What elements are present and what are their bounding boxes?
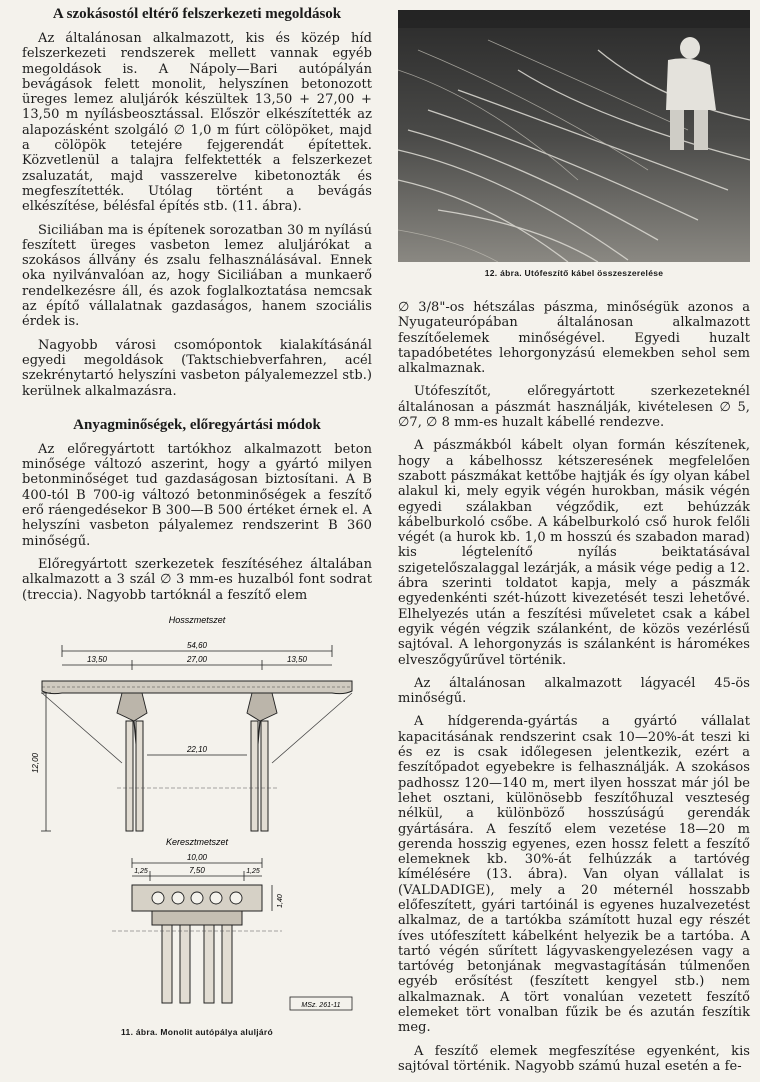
dim-left-span: 13,50 (86, 654, 108, 664)
figure-11-drawing (22, 613, 372, 1023)
section-heading-material-quality: Anyagminőségek, előregyártási módok (73, 416, 321, 433)
figure-12-photo (398, 10, 750, 262)
section-heading-alternative-solutions: A szokásostól eltérő felszerkezeti megoldások (52, 6, 342, 22)
paragraph: Utófeszítőt, előregyártott szerkezeteknél általánosan a pászmát használják, kivételesen ∅ 5, ∅7, ∅ 8 mm-es huzalt kábellé rendezve. (398, 384, 750, 431)
dim-edge-right: 1,25 (246, 867, 260, 875)
dim-core: 7,50 (189, 865, 205, 875)
dim-edge-left: 1,25 (134, 867, 148, 875)
paragraph: Az általánosan alkalmazott lágyacél 45-ös minőségű. (398, 675, 750, 707)
figure-12-caption: 12. ábra. Utófeszítő kábel összeszerelése (484, 268, 664, 278)
paragraph: Előregyártott szerkezetek feszítéséhez általában alkalmazott a 3 szál ∅ 3 mm-es huzalból font sodrat (treccia). Nagyobb tartóknál a feszítő elem (22, 556, 372, 603)
figure-11 (22, 613, 372, 1037)
figure-11-caption: 11. ábra. Monolit autópálya aluljáró (120, 1026, 274, 1037)
label-longitudinal-section: Hosszmetszet (168, 614, 226, 625)
cable-assembly-photo (398, 10, 750, 262)
paragraph: Nagyobb városi csomópontok kialakításánál egyedi megoldások (Taktschiebverfahren, acél szekrénytartó helyszíni vasbeton pályalemezzel stb.) kerülnek alkalmazásra. (22, 337, 372, 399)
paragraph: A pászmákból kábelt olyan formán készítenek, hogy a kábelhossz kétszeresének megfelelően szabott pászmákat kettőbe hajtják és így olyan kábel alakul ki, mely egyik végén hurokban, másik végén egyedi szálakban végződik, ezt behúzzák kábelburkoló csőbe. A kábelburkoló cső hurok felőli végét (a hurok kb. 1,0 m hosszú és szabadon marad) kis légtelenítő nyílás beiktatásával szigetelőszalaggal lezárják, a másik vége pedig a 12. ábra szerinti toldatot kapja, mely a pászmák egyedenkénti szét-húzott kivezetését teszi lehetővé. Elhelyezés után a feszítési műveletet csak a kábel egyik végén végzik szálanként, de közös vezérlésű sajtóval. A lehorgonyzás is szálanként is háromékes elveszőgyűrűvel történik. (398, 438, 750, 668)
paragraph: Az előregyártott tartókhoz alkalmazott beton minősége változó aszerint, hogy a gyártó milyen betonminőséget tud gazdaságosan biztosítani. A B 400-tól B 700-ig változó betonminőségek a feszítő erő ráengedésekor B 300—B 500 értéket érnek el. A helyszíni vasbeton pályalemez rendszerint B 360 minőségű. (22, 441, 372, 549)
dim-right-span: 13,50 (286, 654, 308, 664)
dim-total: 54,60 (186, 640, 208, 650)
paragraph: Az általánosan alkalmazott, kis és közép híd felszerkezeti rendszerek mellett vannak egyéb megoldások is. A Nápoly—Bari autópályán bevágások felett monolit, helyszínen betonozott üreges lemez aluljárók készültek 13,50 + 27,00 + 13,50 m nyílásbeosztással. Először elkészítették az alapozásként szolgáló ∅ 1,0 m fúrt cölöpöket, majd a cölöpök tetejére fejgerendát építettek. Közvetlenül a talajra felfektették a felszerkezet zsaluzatát, majd vasszerelve kibetonozták és megfeszítették. Utólag történt a bevágás elkészítése, bélésfal építés stb. (11. ábra). (22, 31, 372, 215)
dim-height: 12,00 (31, 752, 40, 773)
drawing-stamp: MSz. 261-11 (301, 1001, 341, 1009)
left-column (22, 0, 372, 1037)
label-cross-section: Keresztmetszet (165, 836, 229, 847)
paragraph: Siciliában ma is építenek sorozatban 30 m nyílású feszített üreges vasbeton lemez aluljárókat a szokásos állvány és zsalu felhasználásával. Ennek oka nyilvánvalóan az, hogy Siciliában a munkaerő rendelkezésre áll, és azok foglalkoztatása nemcsak az építő vállalatnak gazdaságos, hanem szociális érdek is. (22, 222, 372, 330)
dim-width: 10,00 (186, 852, 208, 862)
right-column (398, 0, 750, 1082)
paragraph: A feszítő elemek megfeszítése egyenként, kis sajtóval történik. Nagyobb számú huzal esetén a fe- (398, 1043, 750, 1074)
dim-mid-span: 27,00 (186, 654, 208, 664)
paragraph: ∅ 3/8"-os hétszálas pászma, minőségük azonos a Nyugateurópában általánosan alkalmazott feszítőelemek minőségével. Egyedi huzalt tapadóbetétes lehorgonyzású elemekben sehol sem alkalmaznak. (398, 300, 750, 377)
dim-depth: 1,40 (277, 893, 284, 908)
dim-inner-clear: 22,10 (186, 744, 208, 754)
paragraph: A hídgerenda-gyártás a gyártó vállalat kapacitásának rendszerint csak 10—20%-át teszi ki és ez is csak időlegesen jelentkezik, ezért a feszítőpadot egyebekre is felhasználják. A szokásos padhossz 120—140 m, mert ilyen hosszat már jól be lehet osztani, különösebb feszítőhuzal veszteség nélkül, a különböző hosszúságú gerendák gyártására. A feszítő elem vezetése 18—20 m gerenda hosszig egyenes, ezen hossz felett a feszítő elemeknek kb. 30%-át felhúzzák a tartóvég kímélésére (13. ábra). Van olyan vállalat is (VALDADIGE), mely a 20 méternél hosszabb előfeszített, gyári tartóinál is egyenes huzalvezetést alkalmaz, de a tartókba számított huzal egy részét íves utófeszített kábelként helyezik be a tartóba. A tartó végén sűrített lágyvaskengyelezésen vagy a tartóvég betonjának megvastagításán túlmenően egyéb erősítést (feszített kengyel stb.) nem alkalmaznak. A tört vonalúan vezetett feszítő elemeket tört vonalban fűzik be és azután feszítik meg. (398, 714, 750, 1036)
